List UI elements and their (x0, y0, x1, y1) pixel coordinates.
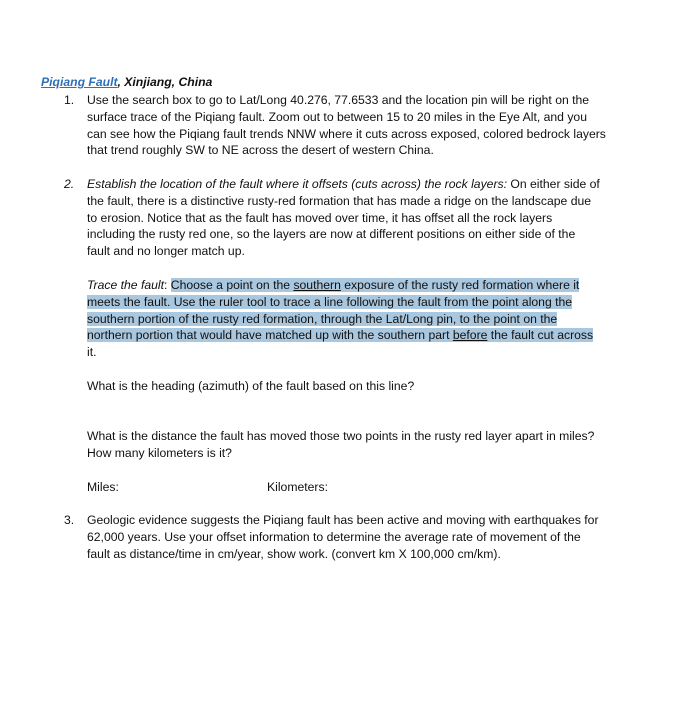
trace-instructions (87, 277, 634, 361)
text-line: How many kilometers is it? (87, 445, 232, 460)
heading-question (87, 378, 634, 395)
highlighted-text: southern portion of the rusty red formation, through the Lat/Long pin, to the point on the (87, 311, 558, 326)
list-number: 2. (64, 177, 75, 191)
text-line: it. (87, 345, 97, 360)
list-number: 1. (64, 93, 75, 107)
text-line (87, 277, 634, 294)
trace-label: Trace the fault (87, 278, 164, 292)
list-number: 3. (64, 513, 75, 527)
kilometers-label: Kilometers: (267, 480, 328, 494)
text-line: fault as distance/time in cm/year, show work. (convert km X 100,000 cm/km). (87, 546, 501, 561)
text-line: surface trace of the Piqiang fault. Zoom out to between 15 to 20 miles in the Eye Alt, and you (87, 109, 587, 124)
text-line (87, 311, 634, 328)
text-line: Use the search box to go to Lat/Long 40.276, 77.6533 and the location pin will be right on the (87, 93, 590, 107)
miles-label: Miles: (87, 480, 119, 494)
highlight-segment: exposure of the rusty red formation where it (340, 278, 580, 292)
item-1-text (87, 92, 634, 159)
highlight-segment: Choose a point on the (170, 278, 294, 292)
text-line (87, 327, 634, 344)
title-location: , Xinjiang, China (117, 75, 213, 89)
highlighted-text (171, 278, 580, 292)
instruction-lead-rest: On either side of (506, 177, 600, 191)
underlined-word: before (452, 328, 488, 343)
item-3-text (87, 512, 634, 562)
text-line: can see how the Piqiang fault trends NNW where it cuts across exposed, colored bedrock layers (87, 126, 606, 141)
text-line: the fault, there is a distinctive rusty-red formation that has made a ridge on the landscape due (87, 193, 592, 208)
text-line: fault and no longer match up. (87, 244, 245, 259)
piqiang-fault-link[interactable]: Piqiang Fault (41, 75, 118, 89)
text-line: including the rusty red one, so the layers are now at different positions on either side of the (87, 227, 576, 242)
highlight-segment: northern portion that would have matched up with the southern part (87, 328, 453, 343)
text-line: to erosion. Notice that as the fault has moved over time, it has offset all the rock layers (87, 210, 553, 225)
underlined-word: southern (293, 278, 341, 292)
text-line (87, 294, 634, 311)
text-line: Geologic evidence suggests the Piqiang fault has been active and moving with earthquakes for (87, 513, 599, 527)
text-line: 62,000 years. Use your offset information to determine the average rate of movement of the (87, 529, 581, 544)
text-line: that trend roughly SW to NE across the desert of western China. (87, 143, 434, 158)
text-line: What is the distance the fault has moved those two points in the rusty red layer apart in miles? (87, 429, 595, 443)
text-line: What is the heading (azimuth) of the fault based on this line? (87, 379, 415, 393)
instruction-lead: Establish the location of the fault where it offsets (cuts across) the rock layers: (87, 177, 507, 191)
highlighted-text: meets the fault. Use the ruler tool to trace a line following the fault from the point along the (87, 294, 573, 309)
trace-colon: : (164, 278, 171, 292)
highlighted-text (87, 328, 593, 342)
distance-question (87, 428, 634, 462)
document-title (41, 74, 212, 91)
text-line (87, 176, 634, 193)
highlight-segment: the fault cut across (487, 328, 594, 343)
offset-statement (87, 176, 634, 260)
